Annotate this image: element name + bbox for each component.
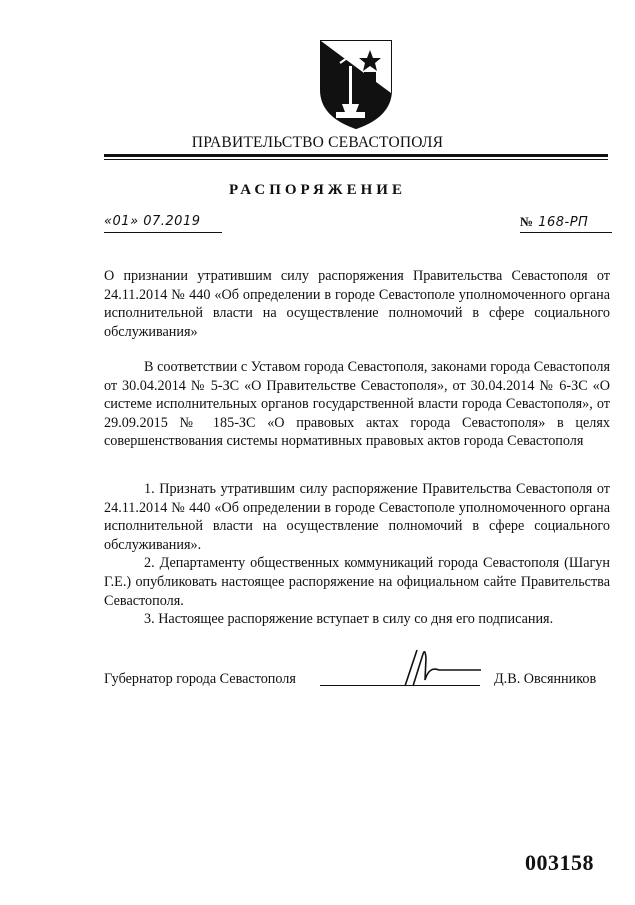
serial-number: 003158 [525, 850, 594, 875]
sevastopol-coat-of-arms-icon [318, 38, 394, 130]
preamble-paragraph: В соответствии с Уставом города Севастополя, законами города Севастополя от 30.04.2014 № 5-ЗС «О Правительстве Севастополя», от 30.04.2014 № 6-ЗС «О системе исполнительных органов государственной власти города Севастополя», от 29.09.2015 № 185-ЗС «О правовых актах города Севастополя» в целях совершенствования системы нормативных правовых актов города Севастополя [104, 359, 610, 450]
header-rule-thin [104, 159, 608, 160]
document-type: РАСПОРЯЖЕНИЕ [229, 182, 406, 198]
handwritten-signature-icon [395, 646, 485, 692]
item-1: 1. Признать утратившим силу распоряжение Правительства Севастополя от 24.11.2014 № 440 «Об определении в городе Севастополе уполномоченного органа исполнительной власти на осуществление полномочий в сфере социального обслуживания». [104, 481, 610, 553]
item-2: 2. Департаменту общественных коммуникаций города Севастополя (Шагун Г.Е.) опубликовать настоящее распоряжение на официальном сайте Правительства Севастополя. [104, 555, 610, 609]
items-list [104, 480, 610, 629]
signer-position: Губернатор города Севастополя [104, 671, 296, 687]
item-3: 3. Настоящее распоряжение вступает в силу со дня его подписания. [144, 611, 554, 628]
document-subject: О признании утратившим силу распоряжения Правительства Севастополя от 24.11.2014 № 440 «Об определении в городе Севастополе уполномоченного органа исполнительной власти на осуществление полномочий в сфере социального обслуживания» [104, 268, 610, 340]
signer-name: Д.В. Овсянников [494, 671, 597, 687]
date-field [104, 214, 222, 233]
date-value: «01» 07.2019 [104, 214, 201, 229]
header-rule-thick [104, 154, 608, 157]
number-field [520, 214, 612, 233]
government-title: ПРАВИТЕЛЬСТВО СЕВАСТОПОЛЯ [191, 134, 444, 151]
number-value: 168-РП [538, 215, 589, 230]
number-label: № [520, 214, 534, 229]
